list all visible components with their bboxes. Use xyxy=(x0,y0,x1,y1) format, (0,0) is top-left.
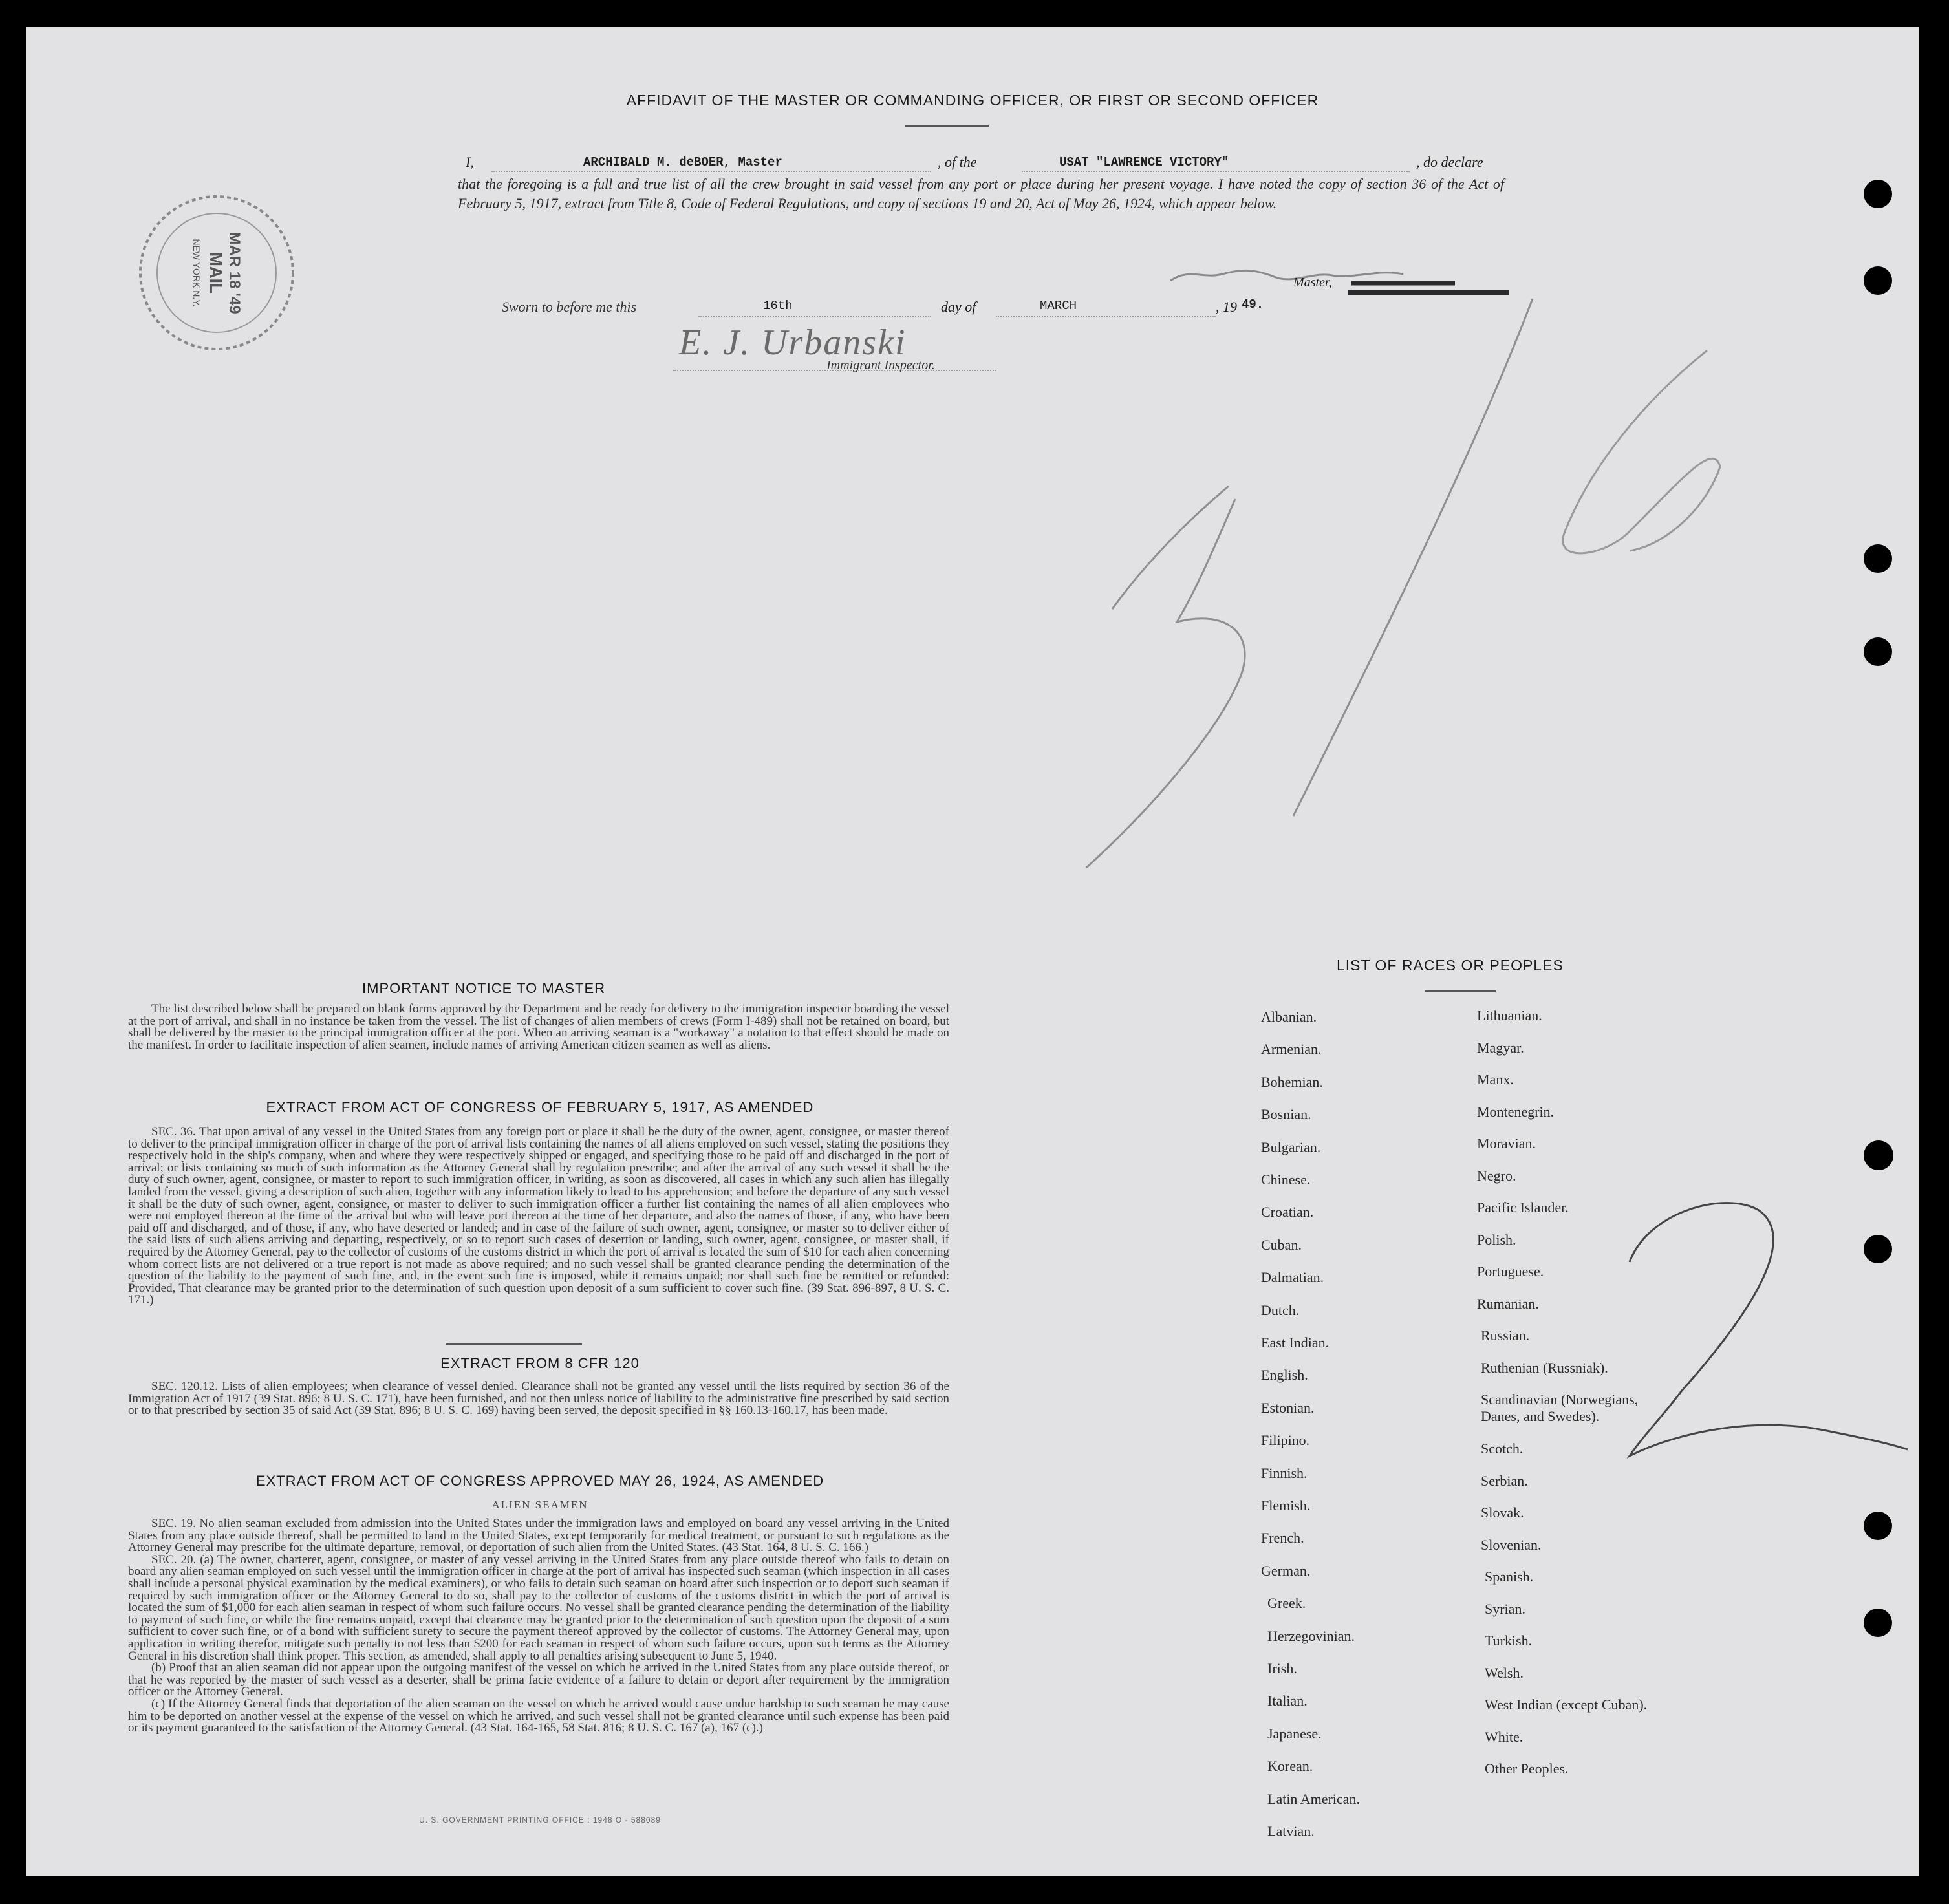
race-item: Latvian. xyxy=(1267,1823,1315,1839)
handwritten-numerals xyxy=(1061,273,1836,893)
dotted-line xyxy=(698,316,931,317)
race-item: White. xyxy=(1485,1728,1524,1745)
punch-hole xyxy=(1864,180,1892,208)
mail-stamp xyxy=(133,189,301,357)
race-item: Slovak. xyxy=(1481,1504,1524,1521)
extract-1917-title: EXTRACT FROM ACT OF CONGRESS OF FEBRUARY 5, 1917, AS AMENDED xyxy=(266,1099,814,1115)
race-item: Serbian. xyxy=(1481,1472,1528,1489)
master-name: ARCHIBALD M. deBOER, Master xyxy=(583,155,782,169)
master-label: Master, xyxy=(1293,275,1332,290)
inspector-signature: E. J. Urbanski xyxy=(679,323,907,363)
inspector-label: Immigrant Inspector. xyxy=(826,358,935,372)
sworn-year: 49. xyxy=(1242,297,1264,312)
punch-hole xyxy=(1864,1140,1893,1170)
of-label: , of the xyxy=(938,154,977,170)
race-item: Greek. xyxy=(1267,1595,1306,1612)
race-item: Cuban. xyxy=(1261,1236,1302,1253)
race-item: Lithuanian. xyxy=(1477,1007,1542,1023)
extract-1924-sec19: SEC. 19. No alien seaman excluded from admission into the United States under the immigration laws and employed on board any vessel arriving in the United States from any place outside thereof, shall be permitted to land in the United States, except temporarily for medical treatment, or pursuant to such regulations as the Attorney General may prescribe for the ultimate departure, removal, or deportation of such alien from the United States. (43 Stat. 164, 8 U. S. C. 166.) xyxy=(128,1517,949,1555)
punch-hole xyxy=(1864,1609,1892,1637)
race-item: Russian. xyxy=(1481,1327,1530,1343)
race-item: Finnish. xyxy=(1261,1464,1308,1481)
race-item: French. xyxy=(1261,1530,1304,1546)
day-of-label: day of xyxy=(941,299,976,315)
year-prefix: , 19 xyxy=(1216,299,1237,315)
extract-cfr-title: EXTRACT FROM 8 CFR 120 xyxy=(440,1355,640,1371)
race-item: Albanian. xyxy=(1261,1009,1317,1025)
race-item: Ruthenian (Russniak). xyxy=(1481,1359,1608,1376)
race-item: Negro. xyxy=(1477,1167,1516,1184)
punch-hole xyxy=(1864,1512,1892,1540)
races-title: LIST OF RACES OR PEOPLES xyxy=(1337,957,1564,974)
race-item: Latin American. xyxy=(1267,1790,1360,1807)
race-item: Japanese. xyxy=(1267,1725,1322,1742)
races-rule xyxy=(1425,990,1496,992)
punch-hole xyxy=(1864,637,1892,666)
title-rule xyxy=(905,125,989,127)
punch-hole xyxy=(1864,544,1892,573)
race-item: German. xyxy=(1261,1562,1311,1579)
race-item: West Indian (except Cuban). xyxy=(1485,1696,1648,1713)
race-item: Polish. xyxy=(1477,1231,1516,1248)
race-item: Dalmatian. xyxy=(1261,1269,1324,1286)
printing-office-footer: U. S. GOVERNMENT PRINTING OFFICE : 1948 O - 588089 xyxy=(419,1815,661,1824)
race-item: Scotch. xyxy=(1481,1440,1524,1457)
sworn-day: 16th xyxy=(763,299,793,313)
race-item: Manx. xyxy=(1477,1071,1514,1087)
race-item: Moravian. xyxy=(1477,1135,1536,1151)
race-item: Bulgarian. xyxy=(1261,1139,1321,1155)
race-item: Syrian. xyxy=(1485,1600,1525,1617)
affidavit-body: that the foregoing is a full and true list of all the crew brought in said vessel from any port or place during her present voyage. I have noted the copy of section 36 of the Act of February 5, 1917, extract from Title 8, Code of Federal Regulations, and copy of sections 19 and 20, Act of May 26, 1924, which appear below. xyxy=(458,176,1504,211)
extract-cfr-text: SEC. 120.12. Lists of alien employees; when clearance of vessel denied. Clearance shall not be granted any vessel until the lists required by section 36 of the Immigration Act of 1917 (39 Stat. 896; 8 U. S. C. 171), have been furnished, and not then unless notice of liability to the administrative fine prescribed by said section or to that prescribed by section 35 of said Act (39 Stat. 896; 8 U. S. C. 169) having been served, the deposit specified in §§ 160.13-160.17, has been made. xyxy=(128,1380,949,1418)
race-item: Dutch. xyxy=(1261,1301,1300,1318)
declare-label: , do declare xyxy=(1416,154,1483,170)
sworn-month: MARCH xyxy=(1040,299,1077,313)
extract-1924-subtitle: ALIEN SEAMEN xyxy=(491,1499,588,1511)
race-item: Korean. xyxy=(1267,1758,1313,1775)
extract-1917-text: SEC. 36. That upon arrival of any vessel in the United States from any foreign port or place it shall be the duty of the owner, agent, consignee, or master thereof to deliver to the principal immigration officer in charge of the port of arrival lists containing the names of all aliens employed on such vessel, stating the positions they respectively hold in the ship's company, when and where they were respectively shipped or engaged, and specifying those to be paid off and discharged in the port of arrival; or lists containing so much of such information as the Attorney General shall by regulation prescribe; and after the arrival of any such vessel it shall be the duty of such owner, agent, consignee, or master to report to such immigration officer, in writing, as soon as discovered, all cases in which any such alien has illegally landed from the vessel, giving a description of such alien, together with any information likely to lead to his apprehension; and before the departure of any such vessel it shall be the duty of such owner, agent, consignee, or master to deliver to such immigration officer a further list containing the names of all alien employees who were not employed thereon at the time of the arrival but who will leave port thereon at the time of her departure, and also the names of those, if any, who have been paid off and discharged, and of those, if any, who have deserted or landed; and in case of the failure of such owner, agent, consignee, or master so to deliver either of the said lists of such aliens arriving and departing, respectively, or so to report such cases of desertion or landing, such owner, agent, consignee, or master shall, if required by the Attorney General, pay to the collector of customs of the customs district in which the port of arrival is located the sum of $10 for each alien concerning whom correct lists are not delivered or a true report is not made as above required; and no such vessel shall be granted clearance pending the determination of the question of the liability to the payment of such fine, and, in the event such fine is imposed, while it remains unpaid; nor shall such fine be remitted or refunded: Provided, That clearance may be granted prior to the determination of such question upon deposit of a sum sufficient to cover such fine. (39 Stat. 896-897, 8 U. S. C. 171.) xyxy=(128,1125,949,1307)
extract-cfr-block xyxy=(128,1381,949,1417)
race-item: Croatian. xyxy=(1261,1204,1314,1221)
race-item: Other Peoples. xyxy=(1485,1760,1569,1777)
notice-text: The list described below shall be prepared on blank forms approved by the Department and be ready for delivery to the immigration inspector boarding the vessel at the port of arrival, and shall in no instance be taken from the vessel. The list of changes of alien members of crews (Form I-489) shall not be retained on board, but shall be delivered by the master to the principal immigration officer at the port. When an arriving seaman is a "workaway" a notation to that effect should be made on the manifest. In order to facilitate inspection of alien seamen, include names of arriving American citizen seamen as well as aliens. xyxy=(128,1002,949,1052)
race-item: Irish. xyxy=(1267,1660,1297,1676)
punch-hole xyxy=(1864,1235,1892,1263)
race-item: Herzegovinian. xyxy=(1267,1627,1355,1644)
race-item: Bosnian. xyxy=(1261,1106,1311,1123)
race-item: Rumanian. xyxy=(1477,1295,1539,1312)
punch-hole xyxy=(1864,266,1892,295)
affidavit-title: AFFIDAVIT OF THE MASTER OR COMMANDING OFFICER, OR FIRST OR SECOND OFFICER xyxy=(626,92,1319,109)
extract-1924-sec20a: SEC. 20. (a) The owner, charterer, agent, consignee, or master of any vessel arriving in the United States from any place outside thereof who fails to detain on board any alien seaman employed on such vessel until the immigration officer in charge at the port of arrival has inspected such seaman (which inspection in all cases shall include a personal physical examination by the medical examiners), or who fails to detain such seaman on board after such inspection or to deport such seaman if required by such immigration officer or the Attorney General to do so, shall pay to the collector of customs of the customs district in which the port of arrival is located the sum of $1,000 for each alien seaman in respect of whom such failure occurs. No vessel shall be granted clearance pending the determination of the liability to payment of such fine, or while the fine remains unpaid, except that clearance may be granted prior to the determination of such question upon the deposit of a sum sufficient to cover such fine, or of a bond with sufficient surety to secure the payment thereof approved by the collector of customs. The Attorney General may, upon application in writing therefor, mitigate such penalty to not less than $200 for each seaman in respect of whom such failure occurs, upon such terms as the Attorney General in his discretion shall think proper. This section, as amended, shall apply to all penalties arising subsequent to June 5, 1940. xyxy=(128,1552,949,1663)
section-rule xyxy=(446,1343,582,1345)
vessel-name: USAT "LAWRENCE VICTORY" xyxy=(1059,155,1229,169)
notice-block xyxy=(128,1003,949,1051)
i-label: I, xyxy=(466,154,474,170)
notice-title: IMPORTANT NOTICE TO MASTER xyxy=(362,980,606,996)
race-item: Portuguese. xyxy=(1477,1263,1544,1279)
race-item: Estonian. xyxy=(1261,1399,1315,1416)
race-item: Chinese. xyxy=(1261,1171,1311,1188)
race-item: Pacific Islander. xyxy=(1477,1199,1569,1215)
sworn-label: Sworn to before me this xyxy=(502,299,637,315)
stamp-city: NEW YORK N.Y. xyxy=(191,239,202,307)
race-item: Filipino. xyxy=(1261,1432,1310,1449)
race-item: Flemish. xyxy=(1261,1497,1311,1514)
extract-1924-title: EXTRACT FROM ACT OF CONGRESS APPROVED MAY 26, 1924, AS AMENDED xyxy=(255,1473,824,1489)
dotted-line xyxy=(491,171,931,172)
race-item: English. xyxy=(1261,1367,1308,1384)
race-item: Scandinavian (Norwegians, Danes, and Swedes). xyxy=(1481,1391,1639,1424)
extract-1924-block xyxy=(128,1518,949,1735)
extract-1924-sec20c: (c) If the Attorney General finds that deportation of the alien seaman on the vessel on which he arrived would cause undue hardship to such seaman he may cause him to be deported on another vessel at the expense of the vessel on which he arrived, and such vessel shall not be granted clearance until such expense has been paid or its payment guaranteed to the satisfaction of the Attorney General. (43 Stat. 164-165, 58 Stat. 816; 8 U. S. C. 167 (a), 167 (c).) xyxy=(128,1696,949,1735)
race-item: Armenian. xyxy=(1261,1041,1322,1058)
race-item: Italian. xyxy=(1267,1693,1308,1709)
extract-1917-block xyxy=(128,1126,949,1307)
race-item: Turkish. xyxy=(1485,1632,1533,1649)
dotted-line xyxy=(1022,171,1410,172)
stamp-date: MAR 18 '49 xyxy=(226,231,243,314)
race-item: Magyar. xyxy=(1477,1039,1524,1056)
extract-1924-sec20b: (b) Proof that an alien seaman did not appear upon the outgoing manifest of the vessel on which he arrived in the United States from any place outside thereof, or that he was reported by the master of such vessel as a deserter, shall be prima facie evidence of a failure to detain or deport after requirement by the immigration officer or the Attorney General. xyxy=(128,1661,949,1699)
document-page xyxy=(26,27,1919,1876)
race-item: East Indian. xyxy=(1261,1334,1330,1351)
stamp-mail: MAIL xyxy=(206,252,226,294)
handwritten-corner-mark xyxy=(1604,1184,1940,1469)
race-item: Welsh. xyxy=(1485,1664,1524,1681)
race-item: Montenegrin. xyxy=(1477,1103,1555,1120)
race-item: Spanish. xyxy=(1485,1568,1534,1585)
race-item: Bohemian. xyxy=(1261,1073,1323,1090)
race-item: Slovenian. xyxy=(1481,1536,1542,1553)
